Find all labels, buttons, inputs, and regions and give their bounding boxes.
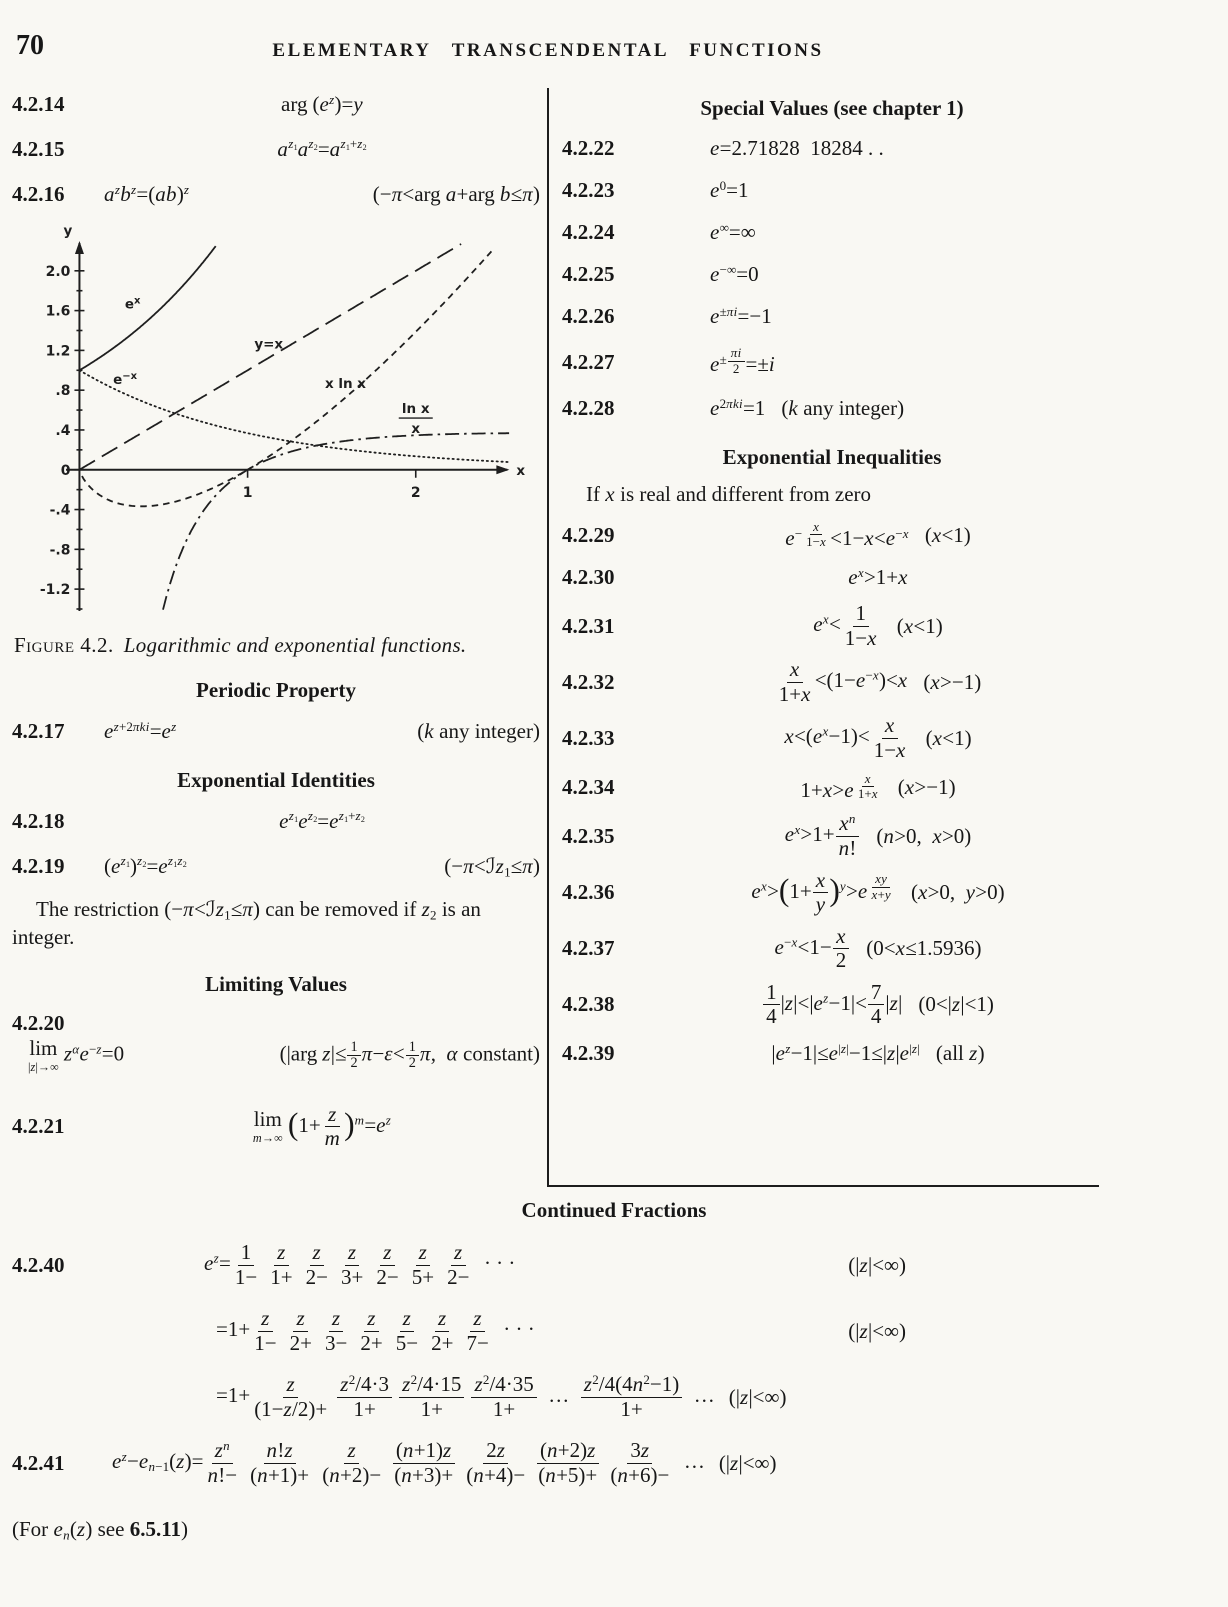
equation-number: 4.2.23 xyxy=(562,177,615,202)
figure-4-2-chart xyxy=(22,227,528,619)
equation-formula: $a^{z_1}a^{z_2}=a^{z_1+z_2}$ xyxy=(277,136,367,161)
equation-4.2.27 xyxy=(562,345,1102,379)
equation-condition: (x>0, y>0) xyxy=(910,880,1005,905)
equation-condition: (|z|<∞) xyxy=(718,1450,777,1475)
equation-condition: (|arg z|≤ $\frac{1}{2}$ π−ε< $\frac{1}{2}$ π, α constant) xyxy=(279,1038,540,1071)
svg-text:-.4: -.4 xyxy=(49,502,71,519)
equation-4.2.36 xyxy=(562,869,1102,917)
equation-number: 4.2.20 xyxy=(12,1010,65,1035)
equation-condition: (−π<ℐz$_1$≤π) xyxy=(444,853,540,879)
equation-condition: (x<1) xyxy=(896,613,943,638)
x-axis-label: x xyxy=(516,462,526,479)
equation-number: 4.2.16 xyxy=(12,181,65,206)
equation-4.2.35 xyxy=(562,812,1102,860)
curve-x-ln-x xyxy=(82,251,491,506)
equation-4.2.32 xyxy=(562,658,1102,706)
right-column xyxy=(562,76,1102,1079)
section-heading: Exponential Inequalities xyxy=(722,445,942,469)
equation-condition: (|z|<∞) xyxy=(848,1318,906,1343)
equation-number: 4.2.37 xyxy=(562,936,615,961)
equation-4.2.37 xyxy=(562,925,1102,973)
equation-4.2.19 xyxy=(12,849,540,883)
svg-text:1.2: 1.2 xyxy=(45,343,71,360)
equation-number: 4.2.38 xyxy=(562,992,615,1017)
equation-number: 4.2.40 xyxy=(12,1252,65,1277)
equation-continuation xyxy=(12,1307,1216,1355)
curve-label: $e^{-x}$ xyxy=(113,371,138,389)
equation-number: 4.2.24 xyxy=(562,219,615,244)
equation-condition: (n>0, x>0) xyxy=(876,824,972,849)
equation-condition: (k any integer) xyxy=(417,718,540,743)
equation-number: 4.2.26 xyxy=(562,303,615,328)
figure-caption xyxy=(14,633,540,658)
equation-number: 4.2.25 xyxy=(562,261,615,286)
equation-formula: $e^{-x}<1-$ $\frac{x}{2}$ xyxy=(775,925,851,973)
equation-4.2.41 xyxy=(12,1439,1216,1487)
left-column xyxy=(12,76,540,1162)
equation-4.2.26 xyxy=(562,299,1102,333)
equation-formula: $e^x>1+x$ xyxy=(848,564,908,589)
equation-4.2.25 xyxy=(562,257,1102,291)
right-column-sections xyxy=(562,96,1102,1071)
equation-number: 4.2.34 xyxy=(562,774,615,799)
curve-e-x xyxy=(80,246,216,370)
equation-condition: (0<|z|<1) xyxy=(918,992,994,1017)
equation-number: 4.2.22 xyxy=(562,135,615,160)
equation-condition: (0<x≤1.5936) xyxy=(866,936,982,961)
svg-text:1.6: 1.6 xyxy=(45,303,71,320)
equation-4.2.14 xyxy=(12,87,540,121)
equation-number: 4.2.29 xyxy=(562,522,615,547)
equation-condition: (|z|<∞) xyxy=(728,1384,787,1409)
continued-fractions-section xyxy=(12,1194,1216,1542)
equation-4.2.28 xyxy=(562,391,1102,425)
paragraph: The restriction (−π<ℐz$_1$≤π) can be removed if $z_2$ is an integer. xyxy=(12,897,481,950)
curve-label: x ln x xyxy=(324,376,367,393)
svg-text:.8: .8 xyxy=(55,383,71,400)
equation-formula: $x<(e^x-1)<$ $\frac{x}{1-x}$ xyxy=(784,713,906,762)
equation-formula: =1+ $\frac{z}{(1-z/2)+}$ $\frac{z^2/4\cdot 3}{1+}$ $\frac{z^2/4\cdot 15}{1+}$ $\frac{z^2/4\cdot 35}{1+}$ … $\frac{z^2/4(4n^2-1)}{1+}$ … xyxy=(216,1372,715,1421)
equation-condition: (x>−1) xyxy=(923,669,982,694)
equation-4.2.21 xyxy=(12,1103,540,1151)
equation-formula: $|e^z-1|\le e^{|z|}-1\le|z|e^{|z|}$ xyxy=(771,1041,920,1066)
paragraph: If x is real and different from zero xyxy=(586,482,872,506)
equation-4.2.17 xyxy=(12,714,540,748)
equation-number: 4.2.27 xyxy=(562,349,615,374)
section-heading: Exponential Identities xyxy=(177,768,375,792)
page-number: 70 xyxy=(16,30,44,61)
equation-formula: $e^0=1$ xyxy=(710,177,749,202)
svg-text:2.0: 2.0 xyxy=(45,263,71,280)
equation-formula: e=2.71828 18284 . . xyxy=(710,135,884,160)
equation-4.2.31 xyxy=(562,602,1102,650)
equation-number: 4.2.15 xyxy=(12,136,65,161)
svg-text:-.8: -.8 xyxy=(49,542,71,559)
svg-text:1: 1 xyxy=(242,484,253,501)
right-column-bottom-rule xyxy=(547,1185,1099,1187)
equation-condition: (all z) xyxy=(935,1041,985,1066)
equation-condition: (x<1) xyxy=(924,522,971,547)
equation-4.2.34 xyxy=(562,770,1102,804)
equation-number: 4.2.31 xyxy=(562,613,615,638)
equation-number: 4.2.17 xyxy=(12,718,65,743)
equation-formula: $e^z=$ $\frac{1}{1-}$ $\frac{z}{1+}$ $\frac{z}{2-}$ $\frac{z}{3+}$ $\frac{z}{2-}$ $\frac{z}{5+}$ $\frac{z}{2-}$ · · · xyxy=(204,1240,516,1289)
equation-number: 4.2.33 xyxy=(562,725,615,750)
equation-condition: (k any integer) xyxy=(781,395,905,420)
equation-4.2.40 xyxy=(12,1241,1216,1289)
equation-formula: $\frac{x}{1+x}$ $<(1-e^{-x})<x$ xyxy=(778,657,908,706)
equation-4.2.38 xyxy=(562,981,1102,1029)
top-equations xyxy=(12,87,540,211)
equation-number: 4.2.30 xyxy=(562,564,615,589)
equation-4.2.39 xyxy=(562,1037,1102,1071)
equation-formula: lim m→∞ (1+ $\frac{z}{m}$ )$^m=e^z$ xyxy=(252,1101,392,1151)
section-heading: Periodic Property xyxy=(196,678,356,702)
equation-formula: e∞=∞ xyxy=(710,219,756,244)
equation-number: 4.2.36 xyxy=(562,880,615,905)
curve-label: $e^x$ xyxy=(124,295,141,313)
curve-label: y=x xyxy=(254,336,284,353)
equation-4.2.15 xyxy=(12,132,540,166)
equation-formula: $e^{z_1}e^{z_2}=e^{z_1+z_2}$ xyxy=(279,808,365,833)
equation-number: 4.2.35 xyxy=(562,824,615,849)
equation-formula: $e^{2\pi ki}=1$ xyxy=(710,395,766,420)
equation-formula: $e^{- \frac{x}{1-x}}$ $<1-x<e^{-x}$ xyxy=(785,518,909,550)
curve-label-num: ln x xyxy=(401,401,430,418)
equation-formula: $e^{\pm\pi i}=-1$ xyxy=(710,303,772,328)
equation-number: 4.2.41 xyxy=(12,1450,65,1475)
running-head: ELEMENTARY TRANSCENDENTAL FUNCTIONS xyxy=(272,40,824,61)
svg-text:-1.2: -1.2 xyxy=(39,582,71,599)
equation-number: 4.2.28 xyxy=(562,395,615,420)
equation-continuation xyxy=(12,1373,1216,1421)
y-axis-label: y xyxy=(63,227,73,239)
section-heading: Limiting Values xyxy=(205,971,347,996)
equation-formula: $e^x>1+$ $\frac{x^n}{n!}$ xyxy=(785,812,861,860)
equation-formula: arg $(e^z)=y$ xyxy=(281,91,363,116)
figure-caption-text: Logarithmic and exponential functions. xyxy=(123,633,467,657)
section-heading: Special Values (see chapter 1) xyxy=(700,96,964,120)
figure-4-2 xyxy=(22,227,540,625)
equation-4.2.22 xyxy=(562,131,1102,165)
equation-4.2.18 xyxy=(12,804,540,838)
equation-formula: $\frac{1}{4}$ $|z|<|e^z-1|<$ $\frac{7}{4}$ |z| xyxy=(762,981,902,1029)
equation-number: 4.2.18 xyxy=(12,808,65,833)
equation-formula: =1+ $\frac{z}{1-}$ $\frac{z}{2+}$ $\frac{z}{3-}$ $\frac{z}{2+}$ $\frac{z}{5-}$ $\frac{z}{2+}$ $\frac{z}{7-}$ · · · xyxy=(216,1306,535,1355)
equation-condition: (|z|<∞) xyxy=(848,1252,906,1277)
equation-formula: lim |z|→∞ $z^\alpha e^{-z}=0$ xyxy=(28,1035,125,1074)
equation-number: 4.2.19 xyxy=(12,853,65,878)
equation-number: 4.2.21 xyxy=(12,1114,65,1139)
equation-formula: $a^zb^z=(ab)^z$ xyxy=(104,181,190,206)
footnote: (For $e_n(z)$ see 6.5.11) xyxy=(12,1517,189,1543)
equation-condition: (x<1) xyxy=(925,725,972,750)
equation-number: 4.2.14 xyxy=(12,91,65,116)
continued-fractions-heading: Continued Fractions xyxy=(521,1198,707,1222)
svg-text:.4: .4 xyxy=(55,422,71,439)
equation-4.2.29 xyxy=(562,518,1102,552)
continued-fractions-rows xyxy=(12,1241,1216,1487)
equation-formula: $e^x<$ $\frac{1}{1-x}$ xyxy=(813,601,877,650)
equation-condition: (x>−1) xyxy=(897,774,956,799)
svg-text:0: 0 xyxy=(60,462,71,479)
equation-4.2.30 xyxy=(562,560,1102,594)
equation-formula: $e^z-e_{n-1}(z)=$ $\frac{z^n}{n!-}$ $\frac{n!z}{(n+1)+}$ $\frac{z}{(n+2)-}$ $\frac{(n+1)z}{(n+3)+}$ $\frac{2z}{(n+4)-}$ $\frac{(n+2)z}{(n+5)+}$ $\frac{3z}{(n+6)-}$ … xyxy=(112,1438,705,1487)
equation-formula: 1+x>e $^{\frac{x}{1+x}}$ xyxy=(800,770,878,803)
equation-4.2.23 xyxy=(562,173,1102,207)
column-divider-rule xyxy=(547,88,549,1186)
figure-caption-label: Figure 4.2. xyxy=(14,633,114,657)
curve-e-x xyxy=(80,370,510,462)
equation-formula: e−∞=0 xyxy=(710,261,759,286)
equation-formula: $e^x>(1+$ $\frac{x}{y}$ )$^y$>e $^{\frac{xy}{x+y}}$ xyxy=(751,867,891,917)
equation-4.2.33 xyxy=(562,714,1102,762)
equation-4.2.20 xyxy=(12,1035,540,1074)
equation-4.2.16 xyxy=(12,177,540,211)
equation-4.2.24 xyxy=(562,215,1102,249)
svg-text:2: 2 xyxy=(410,484,421,501)
equation-formula: $e^{\pm \frac{\pi i}{2}}$ =±i xyxy=(710,345,776,377)
left-column-sections xyxy=(12,678,540,1151)
equation-formula: $(e^{z_1})^{z_2}=e^{z_1z_2}$ xyxy=(104,853,187,878)
equation-formula: $e^{z+2\pi ki}=e^z$ xyxy=(104,718,177,743)
curve-label-den: x xyxy=(411,421,421,438)
equation-number: 4.2.32 xyxy=(562,669,615,694)
equation-number: 4.2.39 xyxy=(562,1041,615,1066)
equation-condition: (−π<arg a+arg b≤π) xyxy=(372,181,540,206)
